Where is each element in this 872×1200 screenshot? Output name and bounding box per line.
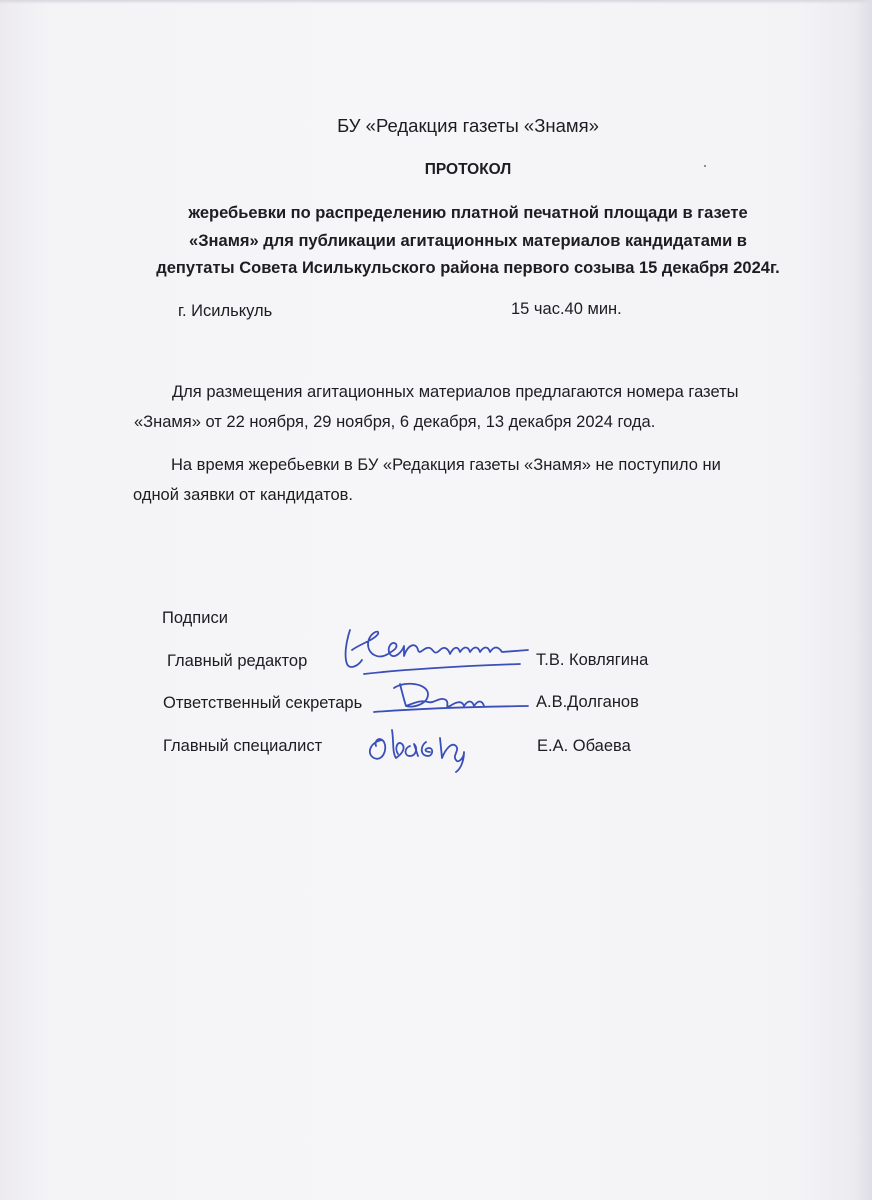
organization-name: БУ «Редакция газеты «Знамя» xyxy=(337,115,599,136)
document-type-title: ПРОТОКОЛ xyxy=(424,161,512,178)
signatory-name: Е.А. Обаева xyxy=(537,737,631,755)
paper-top-edge xyxy=(0,0,872,4)
document-subject-line: жеребьевки по распределению платной печатной площади в газете xyxy=(188,204,748,222)
handwritten-signature xyxy=(360,718,480,776)
signatory-role: Ответственный секретарь xyxy=(163,694,363,712)
document-time: 15 час.40 мин. xyxy=(511,300,622,318)
paragraph-line: Для размещения агитационных материалов предлагаются номера газеты xyxy=(172,383,739,401)
signatures-heading: Подписи xyxy=(162,609,228,627)
signatory-role: Главный редактор xyxy=(167,652,308,670)
paragraph-line: одной заявки от кандидатов. xyxy=(133,486,354,504)
handwritten-signature xyxy=(372,676,532,720)
document-subject-line: «Знамя» для публикации агитационных материалов кандидатами в xyxy=(189,232,747,250)
document-subject-line: депутаты Совета Исилькульского района первого созыва 15 декабря 2024г. xyxy=(156,259,780,277)
signatory-role: Главный специалист xyxy=(163,737,323,755)
paragraph-line: «Знамя» от 22 ноября, 29 ноября, 6 декабря, 13 декабря 2024 года. xyxy=(134,413,656,431)
document-place: г. Исилькуль xyxy=(178,302,273,320)
paragraph-line: На время жеребьевки в БУ «Редакция газеты «Знамя» не поступило ни xyxy=(171,456,721,474)
signatory-name: Т.В. Ковлягина xyxy=(536,651,649,669)
paper-right-edge xyxy=(856,0,872,1200)
handwritten-signature xyxy=(338,620,538,680)
signatory-name: А.В.Долганов xyxy=(536,693,639,711)
